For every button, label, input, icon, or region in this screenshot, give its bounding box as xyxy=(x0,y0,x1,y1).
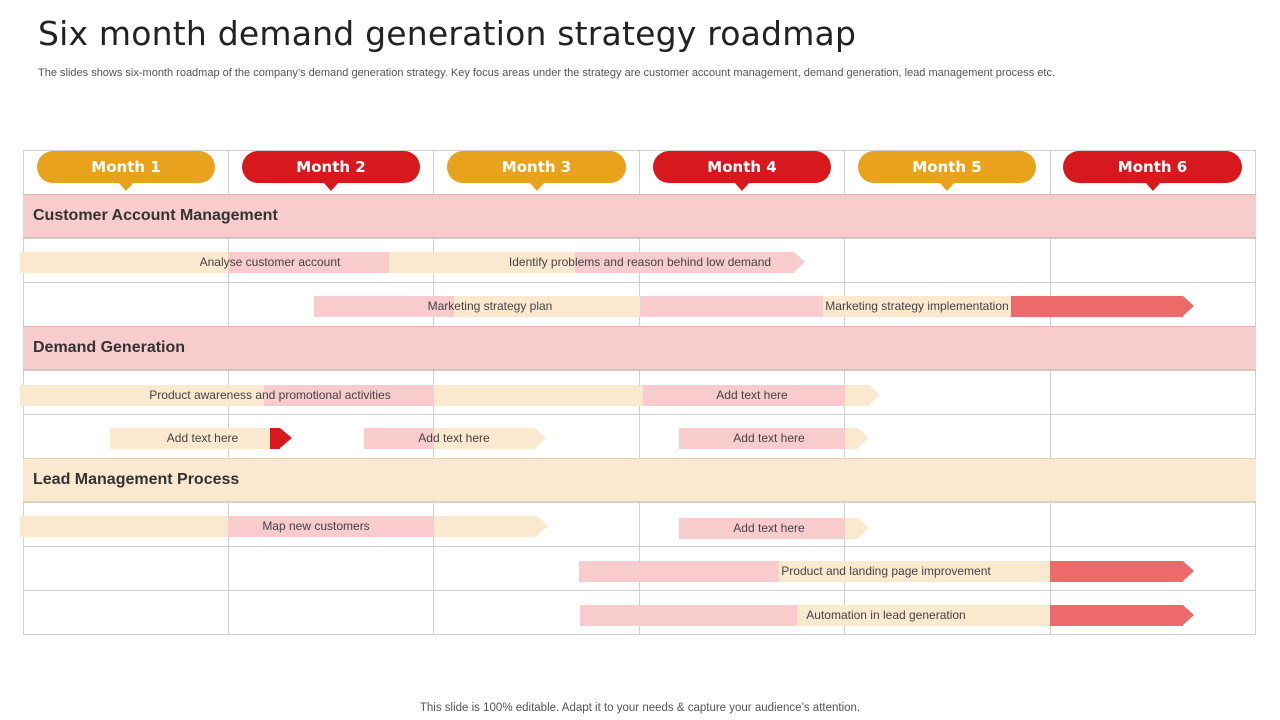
task-bar xyxy=(434,516,537,537)
task-arrow xyxy=(869,385,880,405)
task-marketing-strategy-implementation: Marketing strategy implementation xyxy=(825,299,1009,313)
month-label: Month 6 xyxy=(1117,158,1188,176)
section-label: Lead Management Process xyxy=(33,471,240,488)
month-1-header xyxy=(37,151,215,183)
section-demand-generation xyxy=(23,326,1256,370)
grid-divider xyxy=(23,414,1256,415)
task-arrow xyxy=(1183,296,1194,316)
footer-note: This slide is 100% editable. Adapt it to your needs & capture your audience’s attention. xyxy=(419,702,861,714)
grid-divider xyxy=(23,590,1256,591)
task-add-text: Add text here xyxy=(716,388,788,402)
page-subtitle: The slides shows six-month roadmap of the company’s demand generation strategy. Key focus areas under the strategy are customer account management, demand generation, lead management process etc. xyxy=(38,67,1056,79)
month-3-header xyxy=(447,151,626,183)
task-bar xyxy=(1011,296,1183,317)
task-identify-problems: Identify problems and reason behind low demand xyxy=(508,255,772,269)
task-marketing-strategy-plan: Marketing strategy plan xyxy=(427,299,553,313)
month-6-header xyxy=(1063,151,1242,183)
task-add-text: Add text here xyxy=(418,431,490,445)
task-bar xyxy=(434,385,643,406)
task-arrow xyxy=(858,518,869,538)
grid-divider xyxy=(23,546,1256,547)
task-arrow xyxy=(858,428,869,448)
section-label: Customer Account Management xyxy=(33,207,278,224)
grid-divider xyxy=(23,370,1256,371)
grid-divider xyxy=(23,502,1256,503)
task-product-awareness: Product awareness and promotional activities xyxy=(149,388,391,402)
grid-divider xyxy=(23,238,1256,239)
section-label: Demand Generation xyxy=(33,339,186,356)
task-add-text: Add text here xyxy=(733,431,805,445)
task-arrow xyxy=(1183,605,1194,625)
month-4-header xyxy=(653,151,831,183)
grid-divider xyxy=(23,282,1256,283)
task-automation-lead-generation: Automation in lead generation xyxy=(806,608,966,622)
section-customer-account-management xyxy=(23,194,1256,238)
month-label: Month 1 xyxy=(91,158,161,176)
task-add-text: Add text here xyxy=(166,431,239,445)
task-bar xyxy=(20,516,228,537)
section-lead-management-process xyxy=(23,458,1256,502)
task-bar xyxy=(1050,561,1183,582)
task-arrow xyxy=(1183,561,1194,581)
month-5-header xyxy=(858,151,1036,183)
task-bar xyxy=(845,385,869,406)
month-label: Month 4 xyxy=(707,158,777,176)
month-2-header xyxy=(242,151,420,183)
task-product-landing-page: Product and landing page improvement xyxy=(781,564,991,578)
task-analyse-customer-account: Analyse customer account xyxy=(199,255,341,269)
month-label: Month 5 xyxy=(912,158,982,176)
task-arrow xyxy=(537,516,548,536)
page-title: Six month demand generation strategy roadmap xyxy=(38,14,857,53)
task-bar xyxy=(1050,605,1183,626)
month-label: Month 2 xyxy=(296,158,366,176)
month-label: Month 3 xyxy=(501,158,572,176)
task-bar xyxy=(640,296,823,317)
task-add-text: Add text here xyxy=(733,521,805,535)
task-map-new-customers: Map new customers xyxy=(262,519,370,533)
